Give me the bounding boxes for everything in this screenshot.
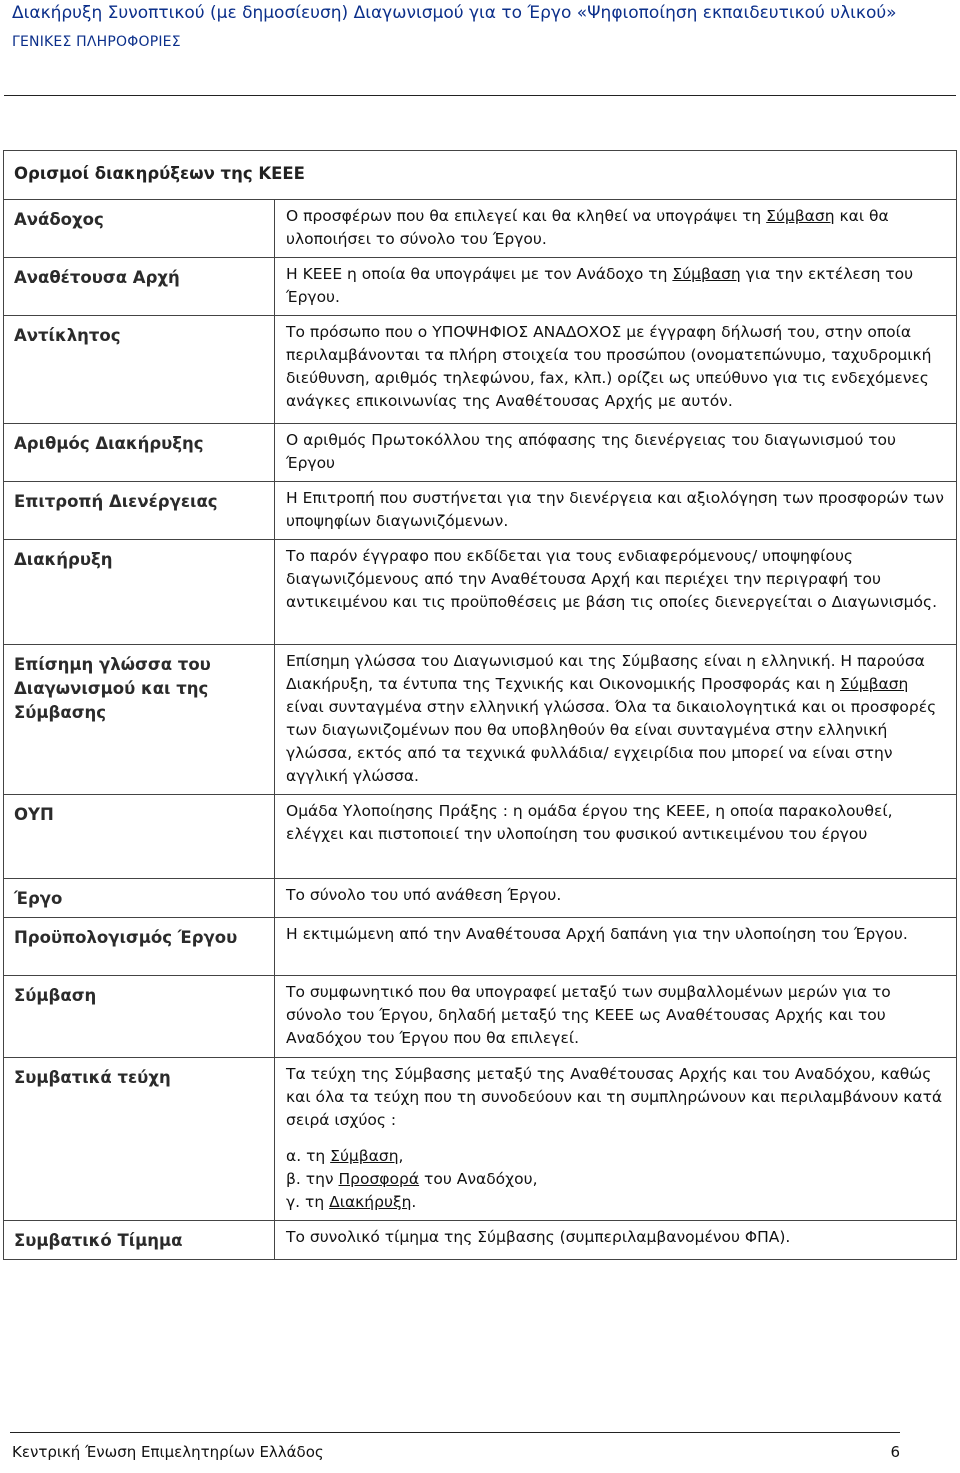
table-row (4, 424, 957, 482)
table-row (4, 1221, 957, 1260)
table-row (4, 645, 957, 795)
term-cell: Αναθέτουσα Αρχή (4, 258, 275, 316)
table-row (4, 976, 957, 1058)
term-cell: Προϋπολογισμός Έργου (4, 918, 275, 976)
term-cell: ΟΥΠ (4, 795, 275, 879)
footer-organization: Κεντρική Ένωση Επιμελητηρίων Ελλάδος (12, 1443, 324, 1461)
definition-text: για την εκτέλεση του Έργου. (286, 265, 914, 306)
list-suffix: . (411, 1193, 417, 1211)
document-title: Διακήρυξη Συνοπτικού (με δημοσίευση) Διαγωνισμού για το Έργο «Ψηφιοποίηση εκπαιδευτικού υλικού» (12, 3, 897, 23)
list-prefix: α. τη (286, 1147, 331, 1165)
page-header (12, 0, 948, 50)
list-suffix: του Αναδόχου, (419, 1170, 538, 1188)
term-cell: Σύμβαση (4, 976, 275, 1058)
term-cell: Επίσημη γλώσσα του Διαγωνισμού και της Σύμβασης (4, 645, 275, 795)
term-cell: Αντίκλητος (4, 316, 275, 424)
list-item (286, 1168, 946, 1191)
definition-text: Τα τεύχη της Σύμβασης μεταξύ της Αναθέτουσας Αρχής και του Αναδόχου, καθώς και όλα τα τεύχη που τη συνοδεύουν και τη συμπληρώνουν και περιλαμβάνουν κατά σειρά ισχύος : (286, 1065, 943, 1129)
term-cell: Ανάδοχος (4, 200, 275, 258)
header-divider (4, 95, 956, 96)
term-cell: Συμβατικά τεύχη (4, 1058, 275, 1221)
definition-cell: Ο αριθμός Πρωτοκόλλου της απόφασης της διενέργειας του διαγωνισμού του Έργου (275, 424, 957, 482)
definition-cell (275, 1058, 957, 1221)
table-row (4, 918, 957, 976)
table-row (4, 482, 957, 540)
symvasi-link[interactable]: Σύμβαση (672, 265, 741, 283)
definition-cell: Το σύνολο του υπό ανάθεση Έργου. (275, 879, 957, 918)
symvasi-link[interactable]: Σύμβαση (330, 1147, 399, 1165)
table-row (4, 258, 957, 316)
term-cell: Αριθμός Διακήρυξης (4, 424, 275, 482)
priority-list (286, 1145, 946, 1214)
definition-cell (275, 200, 957, 258)
page-footer (10, 1432, 900, 1463)
definition-cell (275, 258, 957, 316)
term-cell: Διακήρυξη (4, 540, 275, 645)
term-cell: Έργο (4, 879, 275, 918)
section-subtitle: ΓΕΝΙΚΕΣ ΠΛΗΡΟΦΟΡΙΕΣ (12, 34, 181, 50)
definition-cell (275, 645, 957, 795)
definition-cell: Το συμφωνητικό που θα υπογραφεί μεταξύ των συμβαλλομένων μερών για το σύνολο του Έργου, δηλαδή μεταξύ της ΚΕΕΕ ως Αναθέτουσας Αρχής και του Αναδόχου του Έργου που θα επιλεγεί. (275, 976, 957, 1058)
definition-text: Ο προσφέρων που θα επιλεγεί και θα κληθεί να υπογράψει τη (286, 207, 767, 225)
symvasi-link[interactable]: Σύμβαση (840, 675, 909, 693)
page-number: 6 (890, 1443, 900, 1461)
table-row (4, 540, 957, 645)
symvasi-link[interactable]: Σύμβαση (766, 207, 835, 225)
list-item (286, 1145, 946, 1168)
term-cell: Συμβατικό Τίμημα (4, 1221, 275, 1260)
definition-cell: Ομάδα Υλοποίησης Πράξης : η ομάδα έργου της ΚΕΕΕ, η οποία παρακολουθεί, ελέγχει και πιστοποιεί την υλοποίηση του φυσικού αντικειμένου του έργου (275, 795, 957, 879)
definition-cell: Το συνολικό τίμημα της Σύμβασης (συμπεριλαμβανομένου ΦΠΑ). (275, 1221, 957, 1260)
definition-text: και θα υλοποιήσει το σύνολο του Έργου. (286, 207, 889, 248)
definition-text: είναι συνταγμένα στην ελληνική γλώσσα. Όλα τα δικαιολογητικά και οι προσφορές των διαγωνιζομένων που θα υποβληθούν θα είναι συνταγμένα στην ελληνική γλώσσα, εκτός από τα τεχνικά φυλλάδια/ εγχειρίδια που μπορεί να είναι στην αγγλική γλώσσα. (286, 698, 937, 785)
definitions-table (3, 150, 957, 1260)
table-row (4, 1058, 957, 1221)
definition-text: Επίσημη γλώσσα του Διαγωνισμού και της Σύμβασης είναι η ελληνική. Η παρούσα Διακήρυξη, τα έντυπα της Τεχνικής και Οικονομικής Προσφοράς και η (286, 652, 925, 693)
definition-cell: Το παρόν έγγραφο που εκδίδεται για τους ενδιαφερόμενους/ υποψηφίους διαγωνιζόμενους από την Αναθέτουσα Αρχή και περιέχει την περιγραφή του αντικειμένου και τις προϋποθέσεις με βάση τις οποίες διενεργείται ο Διαγωνισμός. (275, 540, 957, 645)
diakiryxi-link[interactable]: Διακήρυξη (329, 1193, 412, 1211)
list-prefix: β. την (286, 1170, 339, 1188)
list-prefix: γ. τη (286, 1193, 330, 1211)
prosfora-link[interactable]: Προσφορά (338, 1170, 420, 1188)
table-caption-row (4, 151, 957, 200)
definition-cell: Η εκτιμώμενη από την Αναθέτουσα Αρχή δαπάνη για την υλοποίηση του Έργου. (275, 918, 957, 976)
list-suffix: , (398, 1147, 404, 1165)
list-item (286, 1191, 946, 1214)
table-row (4, 879, 957, 918)
definition-text: Η ΚΕΕΕ η οποία θα υπογράψει με τον Ανάδοχο τη (286, 265, 673, 283)
term-cell: Επιτροπή Διενέργειας (4, 482, 275, 540)
definition-cell: Το πρόσωπο που ο ΥΠΟΨΗΦΙΟΣ ΑΝΑΔΟΧΟΣ με έγγραφη δήλωσή του, στην οποία περιλαμβάνονται τα πλήρη στοιχεία του προσώπου (ονοματεπώνυμο, ταχυδρομική διεύθυνση, αριθμός τηλεφώνου, fax, κλπ.) ορίζει ως υπεύθυνο για τις ενδεχόμενες ανάγκες επικοινωνίας της Αναθέτουσας Αρχής με αυτόν. (275, 316, 957, 424)
table-row (4, 200, 957, 258)
table-row (4, 316, 957, 424)
table-caption: Ορισμοί διακηρύξεων της ΚΕΕΕ (4, 151, 957, 200)
table-row (4, 795, 957, 879)
definition-cell: Η Επιτροπή που συστήνεται για την διενέργεια και αξιολόγηση των προσφορών των υποψηφίων διαγωνιζόμενων. (275, 482, 957, 540)
